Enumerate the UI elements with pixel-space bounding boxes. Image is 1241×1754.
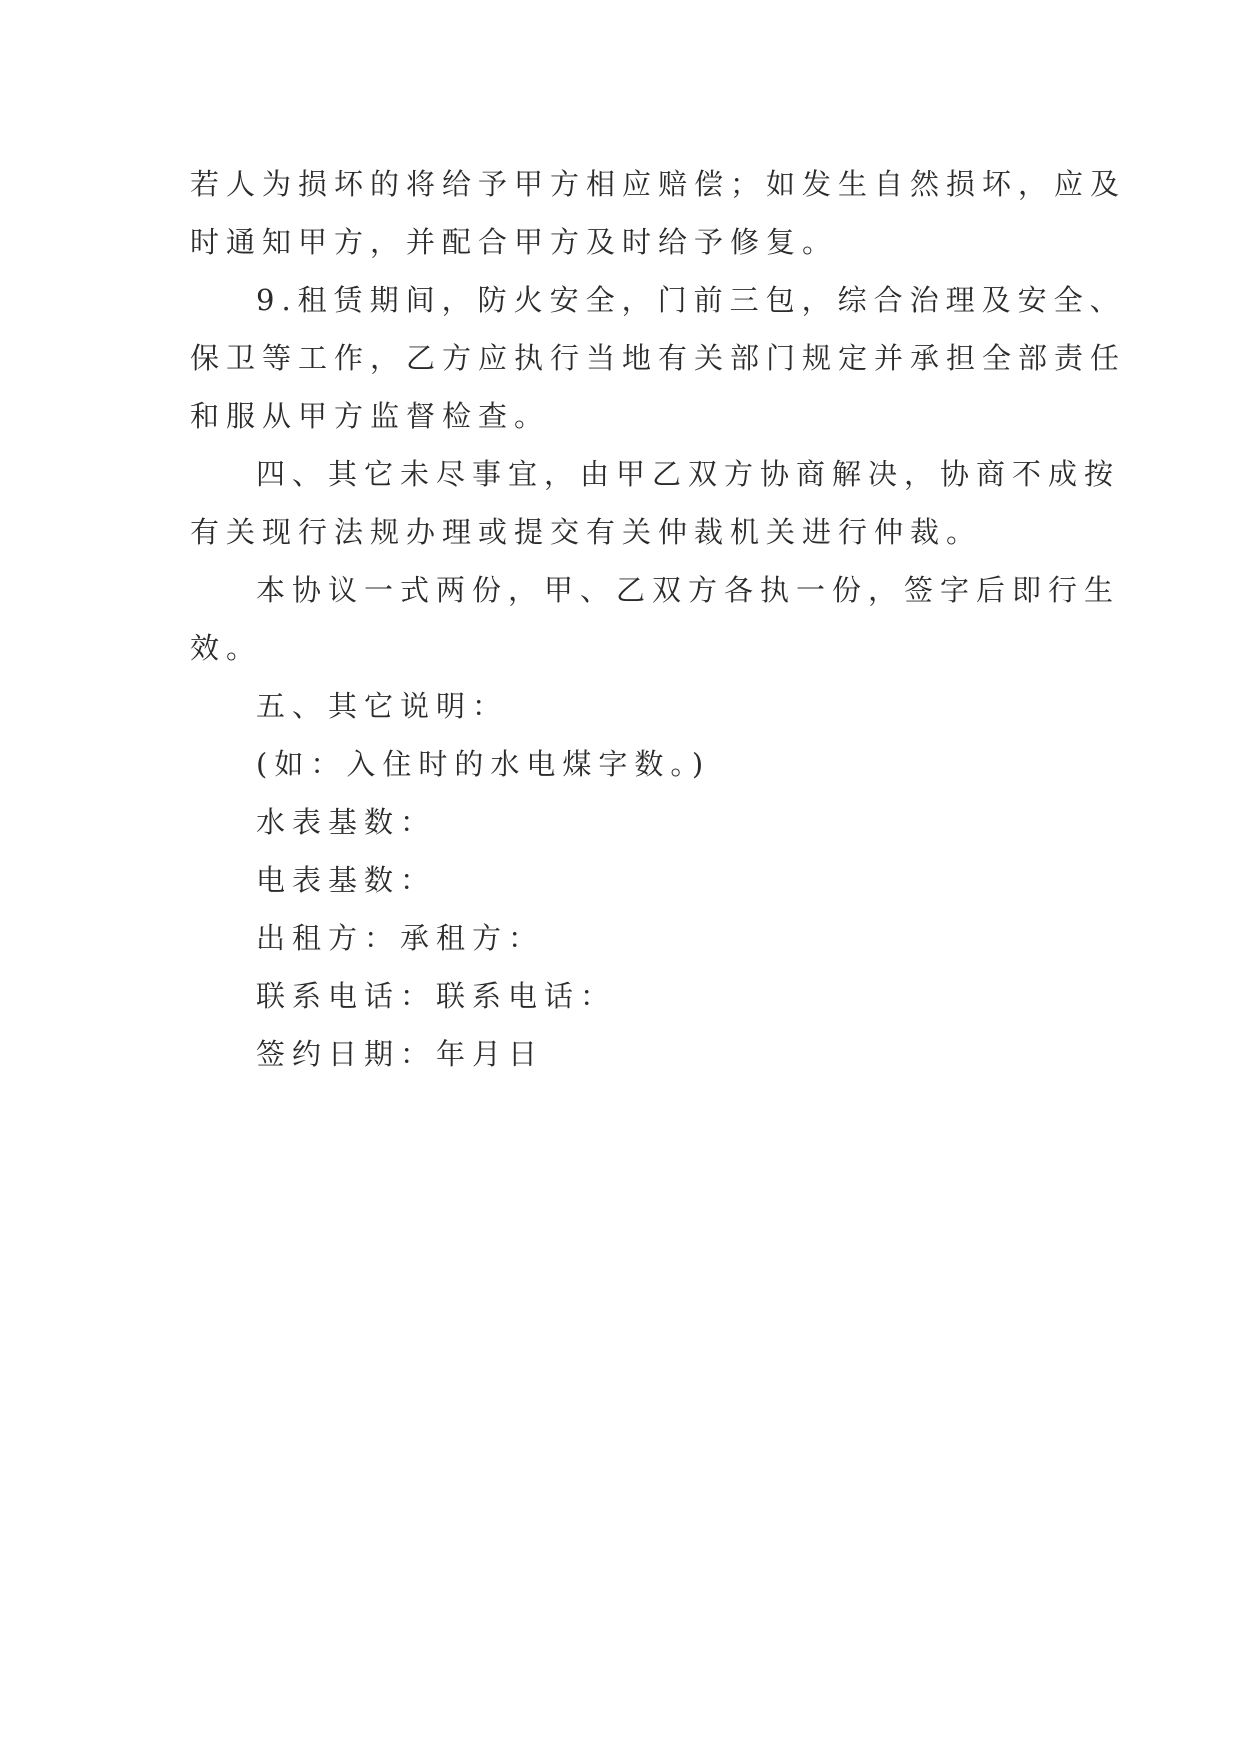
document-body (190, 155, 1127, 1083)
utility-note: (如：入住时的水电煤字数。) (256, 747, 711, 781)
paragraph-line: 若人为损坏的将给予甲方相应赔偿；如发生自然损坏，应及 (190, 167, 1127, 201)
signing-date-field: 签约日期：年月日 (256, 1037, 545, 1071)
paragraph-line: 保卫等工作，乙方应执行当地有关部门规定并承担全部责任 (190, 341, 1127, 375)
paragraph-line: 效。 (190, 631, 263, 665)
section-5-heading: 五、其它说明： (256, 689, 509, 723)
electric-meter-field: 电表基数： (256, 863, 437, 897)
clause-9-line: 9.租赁期间，防火安全，门前三包，综合治理及安全、 (256, 283, 1126, 317)
paragraph-line: 有关现行法规办理或提交有关仲裁机关进行仲裁。 (190, 515, 983, 549)
paragraph-line: 和服从甲方监督检查。 (190, 399, 551, 433)
contact-phone-field: 联系电话：联系电话： (256, 979, 617, 1013)
parties-field: 出租方：承租方： (256, 921, 545, 955)
water-meter-field: 水表基数： (256, 805, 437, 839)
paragraph-line: 时通知甲方，并配合甲方及时给予修复。 (190, 225, 839, 259)
agreement-copies-line: 本协议一式两份，甲、乙双方各执一份，签字后即行生 (256, 573, 1121, 607)
section-4-line: 四、其它未尽事宜，由甲乙双方协商解决，协商不成按 (256, 457, 1121, 491)
